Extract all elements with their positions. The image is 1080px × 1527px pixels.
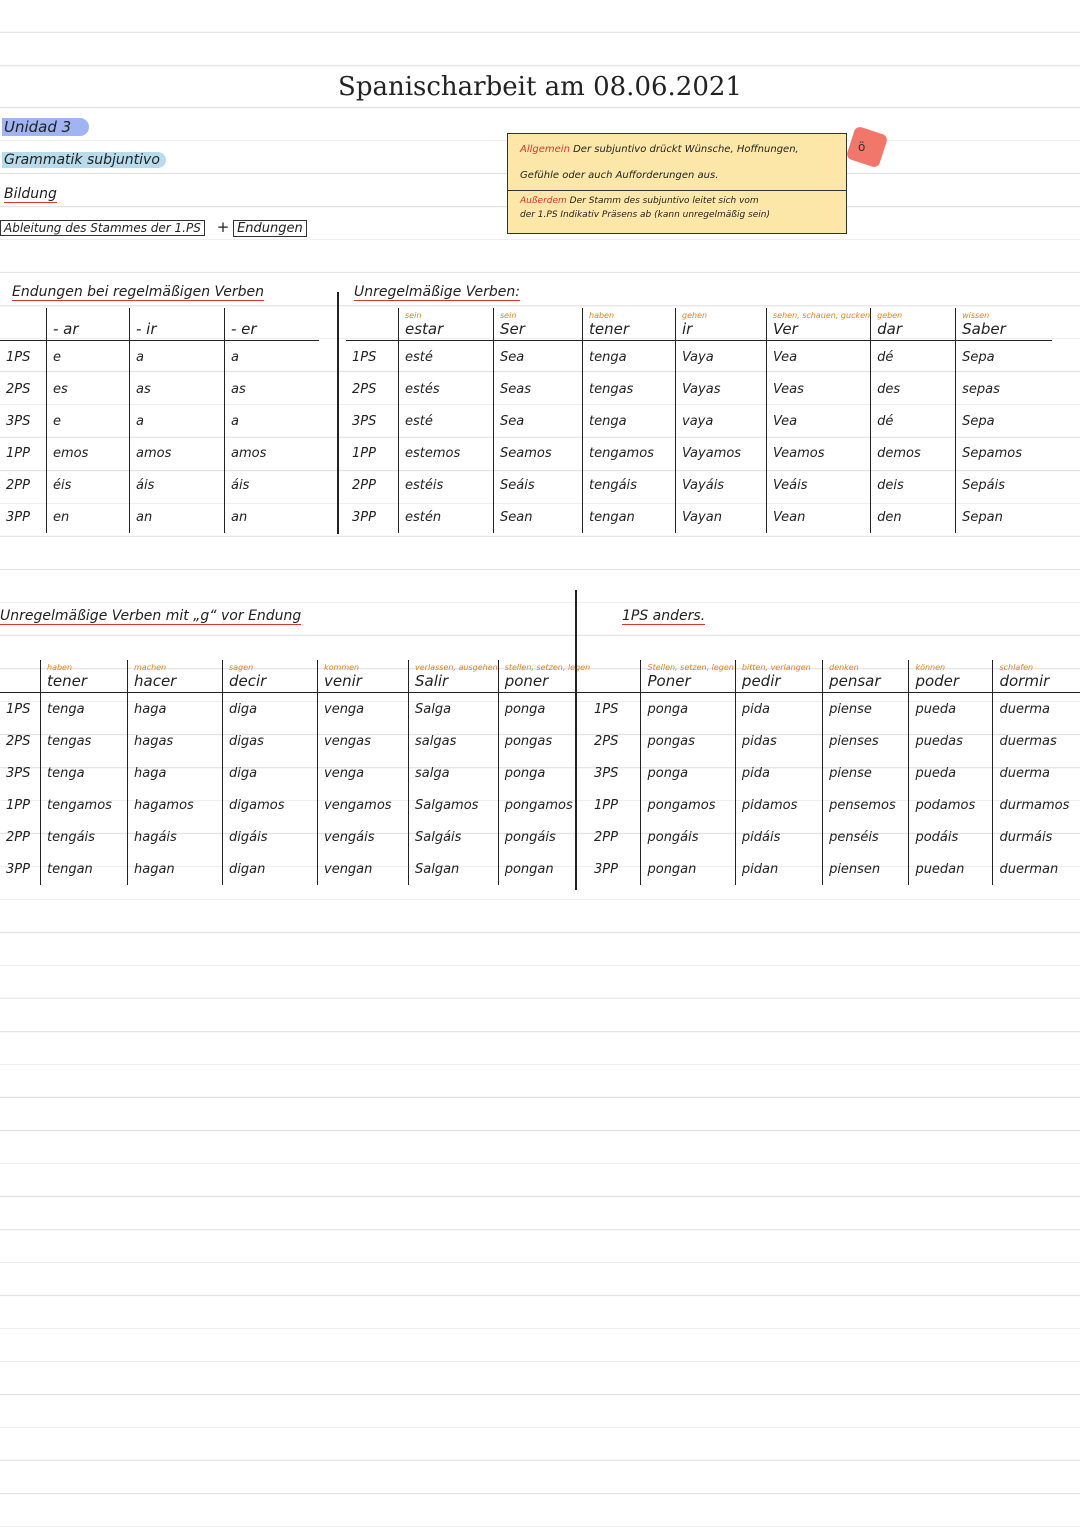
note-line-4: der 1.PS Indikativ Präsens ab (kann unregelmäßig sein) (520, 210, 770, 220)
verb-form-cell: Veáis (767, 469, 871, 501)
verb-form-cell: vengan (318, 853, 409, 885)
verb-form-cell: pienses (823, 725, 909, 757)
corner-cell (0, 308, 47, 341)
verb-header (871, 308, 956, 341)
verb-form-cell: estéis (399, 469, 494, 501)
verb-form-cell: duermas (993, 725, 1080, 757)
verb-form-cell: pongas (641, 725, 735, 757)
verb-form-cell: venga (318, 757, 409, 789)
sticker-icon (846, 126, 889, 169)
verb-infinitive: poder (915, 672, 960, 690)
verb-translation: schlafen (999, 663, 1034, 672)
verb-header (909, 660, 993, 693)
person-label: 1PP (6, 445, 30, 461)
header-row (346, 308, 1052, 341)
ending-cell: amos (130, 437, 225, 469)
verb-form-cell: tengáis (41, 821, 128, 853)
header-row (588, 660, 1080, 693)
verb-form-cell: vengas (318, 725, 409, 757)
verb-form-cell: salga (409, 757, 499, 789)
table-row (588, 789, 1080, 821)
verb-form-cell: digan (223, 853, 318, 885)
verb-form-cell: durmáis (993, 821, 1080, 853)
verb-form-cell: diga (223, 693, 318, 726)
verb-header (823, 660, 909, 693)
verb-form-cell: podáis (909, 821, 993, 853)
person-label: 1PS (6, 349, 31, 365)
person-label: 2PP (594, 829, 618, 845)
ending-cell: a (225, 341, 320, 374)
person-label: 1PS (6, 701, 31, 717)
verb-form-cell: tengan (41, 853, 128, 885)
verb-infinitive: Ser (500, 320, 525, 338)
verb-form-cell: sepas (956, 373, 1053, 405)
table-row (588, 757, 1080, 789)
verb-form-cell: Vayáis (676, 469, 767, 501)
regular-heading: Endungen bei regelmäßigen Verben (12, 284, 265, 300)
verb-form-cell: estemos (399, 437, 494, 469)
verb-form-cell: Vaya (676, 341, 767, 374)
ending-cell: as (130, 373, 225, 405)
verb-form-cell: pidan (735, 853, 822, 885)
irregular-heading: Unregelmäßige Verben: (354, 284, 520, 300)
verb-infinitive: ir (682, 320, 693, 338)
verb-form-cell: demos (871, 437, 956, 469)
ending-cell: a (130, 341, 225, 374)
verb-form-cell: pongan (641, 853, 735, 885)
verb-header (399, 308, 494, 341)
verb-form-cell: venga (318, 693, 409, 726)
verb-form-cell: pongáis (498, 821, 591, 853)
person-label: 2PS (6, 381, 31, 397)
ableitung-text: Ableitung des Stammes der 1.PS + Endungen (0, 218, 307, 236)
verb-form-cell: ponga (641, 757, 735, 789)
verb-form-cell: pensemos (823, 789, 909, 821)
verb-translation: können (915, 663, 946, 672)
section-divider (337, 292, 339, 534)
verb-form-cell: vaya (676, 405, 767, 437)
verb-form-cell: pueda (909, 757, 993, 789)
verb-form-cell: Salga (409, 693, 499, 726)
person-label: 3PP (6, 509, 30, 525)
table-row (588, 725, 1080, 757)
table-row (0, 821, 591, 853)
table-row (346, 437, 1052, 469)
verb-form-cell: Sea (494, 341, 583, 374)
table-row (0, 757, 591, 789)
ending-cell: éis (47, 469, 130, 501)
verb-infinitive: Ver (773, 320, 798, 338)
gverbs-heading: Unregelmäßige Verben mit „g“ vor Endung (0, 608, 302, 624)
person-label: 3PP (594, 861, 618, 877)
ending-cell: a (130, 405, 225, 437)
ending-cell: áis (130, 469, 225, 501)
verb-form-cell: pongan (498, 853, 591, 885)
verb-header (993, 660, 1080, 693)
verb-form-cell: Vea (767, 341, 871, 374)
verb-form-cell: Sea (494, 405, 583, 437)
verb-form-cell: Vayas (676, 373, 767, 405)
verb-form-cell: Vayan (676, 501, 767, 533)
verb-form-cell: pida (735, 693, 822, 726)
ending-cell: en (47, 501, 130, 533)
verb-infinitive: poner (504, 672, 549, 690)
ending-cell: amos (225, 437, 320, 469)
ending-cell: es (47, 373, 130, 405)
verb-infinitive: Salir (415, 672, 449, 690)
table-row (0, 693, 591, 726)
verb-form-cell: duerma (993, 693, 1080, 726)
verb-form-cell: hagáis (128, 821, 223, 853)
corner-cell (0, 660, 41, 693)
page-title: Spanischarbeit am 08.06.2021 (338, 72, 742, 102)
verb-form-cell: Salgan (409, 853, 499, 885)
person-label: 1PP (594, 797, 618, 813)
table-row (0, 789, 591, 821)
note-line-3: Außerdem Der Stamm des subjuntivo leitet sich vom (520, 196, 759, 206)
verb-form-cell: tengas (41, 725, 128, 757)
note-line-2: Gefühle oder auch Aufforderungen aus. (520, 170, 719, 181)
person-label: 2PP (6, 829, 30, 845)
verb-form-cell: pongáis (641, 821, 735, 853)
verb-form-cell: pidamos (735, 789, 822, 821)
verb-form-cell: hagas (128, 725, 223, 757)
verb-form-cell: Salgamos (409, 789, 499, 821)
person-label: 1PP (6, 797, 30, 813)
verb-translation: geben (877, 311, 903, 320)
table-row (588, 693, 1080, 726)
person-label: 1PP (352, 445, 376, 461)
verb-translation: sehen, schauen, gucken (773, 311, 871, 320)
verb-form-cell: salgas (409, 725, 499, 757)
table-row (0, 341, 319, 374)
verb-translation: bitten, verlangen (741, 663, 811, 672)
verb-form-cell: tengamos (41, 789, 128, 821)
verb-form-cell: durmamos (993, 789, 1080, 821)
person-label: 2PP (352, 477, 376, 493)
verb-header (583, 308, 676, 341)
verb-translation: verlassen, ausgehen (415, 663, 498, 672)
person-label: 3PS (6, 413, 31, 429)
verb-form-cell: tenga (41, 693, 128, 726)
verb-infinitive: estar (405, 320, 444, 338)
person-label: 3PS (594, 765, 619, 781)
verb-form-cell: Seáis (494, 469, 583, 501)
verb-infinitive: tener (47, 672, 88, 690)
verb-form-cell: Sepan (956, 501, 1053, 533)
verb-header (128, 660, 223, 693)
person-label: 1PS (594, 701, 619, 717)
irregular-verbs-table (346, 308, 1052, 533)
person-label: 3PP (6, 861, 30, 877)
verb-form-cell: vengamos (318, 789, 409, 821)
verb-form-cell: piense (823, 757, 909, 789)
corner-cell (346, 308, 399, 341)
verb-translation: denken (829, 663, 859, 672)
verb-form-cell: haga (128, 693, 223, 726)
verb-translation: wissen (962, 311, 990, 320)
verb-translation: gehen (682, 311, 708, 320)
verb-translation: sein (405, 311, 422, 320)
table-row (346, 501, 1052, 533)
ending-cell: e (47, 405, 130, 437)
verb-form-cell: tenga (583, 405, 676, 437)
verb-form-cell: ponga (498, 693, 591, 726)
verb-form-cell: estés (399, 373, 494, 405)
verb-header (318, 660, 409, 693)
verb-translation: stellen, setzen, legen (504, 663, 591, 672)
verb-form-cell: Seas (494, 373, 583, 405)
verb-form-cell: tengamos (583, 437, 676, 469)
verb-translation: haben (47, 663, 73, 672)
table-row (346, 373, 1052, 405)
verb-form-cell: duerman (993, 853, 1080, 885)
verb-form-cell: Seamos (494, 437, 583, 469)
person-label: 2PP (6, 477, 30, 493)
verb-translation: machen (134, 663, 167, 672)
ending-cell: a (225, 405, 320, 437)
verb-form-cell: tengas (583, 373, 676, 405)
verb-form-cell: digas (223, 725, 318, 757)
info-note (507, 133, 847, 234)
verb-form-cell: Sepa (956, 405, 1053, 437)
verb-infinitive: pensar (829, 672, 881, 690)
verb-form-cell: des (871, 373, 956, 405)
verb-form-cell: Sean (494, 501, 583, 533)
verb-translation: sein (500, 311, 517, 320)
header-row (0, 660, 591, 693)
verb-header (223, 660, 318, 693)
verb-infinitive: Saber (962, 320, 1006, 338)
table-row (346, 341, 1052, 374)
ending-group-header: - er (225, 308, 320, 341)
verb-translation: sagen (229, 663, 254, 672)
ending-group-header: - ar (47, 308, 130, 341)
verb-header (409, 660, 499, 693)
verb-form-cell: penséis (823, 821, 909, 853)
verb-form-cell: Sepa (956, 341, 1053, 374)
verb-form-cell: digamos (223, 789, 318, 821)
verb-infinitive: pedir (741, 672, 781, 690)
table-row (0, 373, 319, 405)
corner-cell (588, 660, 641, 693)
verb-form-cell: esté (399, 341, 494, 374)
note-line-1: Allgemein Der subjuntivo drückt Wünsche, Hoffnungen, (520, 144, 799, 155)
verb-infinitive: decir (229, 672, 267, 690)
verb-form-cell: ponga (498, 757, 591, 789)
verb-form-cell: dé (871, 341, 956, 374)
table-row (0, 469, 319, 501)
verb-form-cell: pongas (498, 725, 591, 757)
ending-cell: an (225, 501, 320, 533)
regular-endings-table (0, 308, 319, 533)
unit-label: Unidad 3 (2, 118, 89, 136)
verb-header (676, 308, 767, 341)
person-label: 3PP (352, 509, 376, 525)
verb-form-cell: Veamos (767, 437, 871, 469)
person-label: 3PS (6, 765, 31, 781)
verb-form-cell: digáis (223, 821, 318, 853)
bildung-label: Bildung (4, 186, 57, 202)
verb-header (956, 308, 1053, 341)
ending-cell: as (225, 373, 320, 405)
first-person-different-table (588, 660, 1080, 885)
ending-cell: áis (225, 469, 320, 501)
verb-form-cell: ponga (641, 693, 735, 726)
header-row (0, 308, 319, 341)
verb-infinitive: dar (877, 320, 902, 338)
verb-form-cell: hagan (128, 853, 223, 885)
verb-form-cell: hagamos (128, 789, 223, 821)
verb-header (767, 308, 871, 341)
verb-form-cell: tenga (583, 341, 676, 374)
table-row (346, 405, 1052, 437)
verb-form-cell: Salgáis (409, 821, 499, 853)
sticker-face: ö (858, 140, 866, 154)
verb-form-cell: tengáis (583, 469, 676, 501)
verb-form-cell: Vea (767, 405, 871, 437)
verb-form-cell: pongamos (641, 789, 735, 821)
verb-header (735, 660, 822, 693)
ending-cell: an (130, 501, 225, 533)
verb-form-cell: esté (399, 405, 494, 437)
table-row (0, 853, 591, 885)
person-label: 2PS (594, 733, 619, 749)
table-row (588, 853, 1080, 885)
table-row (0, 437, 319, 469)
verb-form-cell: Vayamos (676, 437, 767, 469)
table-row (346, 469, 1052, 501)
table-row (0, 405, 319, 437)
verb-header (641, 660, 735, 693)
section-divider-2 (575, 590, 577, 890)
verb-form-cell: deis (871, 469, 956, 501)
ps1-heading: 1PS anders. (622, 608, 706, 624)
verb-form-cell: Sepamos (956, 437, 1053, 469)
verb-translation: kommen (324, 663, 360, 672)
verb-infinitive: dormir (999, 672, 1050, 690)
verb-infinitive: tener (589, 320, 630, 338)
verb-translation: Stellen, setzen, legen (647, 663, 734, 672)
verb-form-cell: vengáis (318, 821, 409, 853)
verb-form-cell: pidáis (735, 821, 822, 853)
verb-form-cell: tengan (583, 501, 676, 533)
person-label: 2PS (352, 381, 377, 397)
verb-form-cell: diga (223, 757, 318, 789)
person-label: 3PS (352, 413, 377, 429)
topic-label: Grammatik subjuntivo (2, 152, 166, 168)
table-row (0, 725, 591, 757)
verb-header (494, 308, 583, 341)
verb-infinitive: hacer (134, 672, 177, 690)
verb-infinitive: venir (324, 672, 362, 690)
verb-form-cell: Sepáis (956, 469, 1053, 501)
verb-form-cell: podamos (909, 789, 993, 821)
verb-form-cell: haga (128, 757, 223, 789)
ending-cell: e (47, 341, 130, 374)
verb-form-cell: Vean (767, 501, 871, 533)
verb-form-cell: dé (871, 405, 956, 437)
verb-form-cell: piense (823, 693, 909, 726)
verb-form-cell: den (871, 501, 956, 533)
verb-form-cell: pueda (909, 693, 993, 726)
table-row (0, 501, 319, 533)
verb-form-cell: pongamos (498, 789, 591, 821)
ending-group-header: - ir (130, 308, 225, 341)
verb-infinitive: Poner (647, 672, 691, 690)
g-verbs-table (0, 660, 591, 885)
ending-cell: emos (47, 437, 130, 469)
verb-form-cell: tenga (41, 757, 128, 789)
verb-form-cell: pida (735, 757, 822, 789)
verb-form-cell: piensen (823, 853, 909, 885)
verb-header (41, 660, 128, 693)
verb-form-cell: puedas (909, 725, 993, 757)
verb-form-cell: puedan (909, 853, 993, 885)
table-row (588, 821, 1080, 853)
person-label: 1PS (352, 349, 377, 365)
verb-translation: haben (589, 311, 615, 320)
verb-form-cell: estén (399, 501, 494, 533)
person-label: 2PS (6, 733, 31, 749)
verb-form-cell: duerma (993, 757, 1080, 789)
verb-form-cell: Veas (767, 373, 871, 405)
verb-form-cell: pidas (735, 725, 822, 757)
